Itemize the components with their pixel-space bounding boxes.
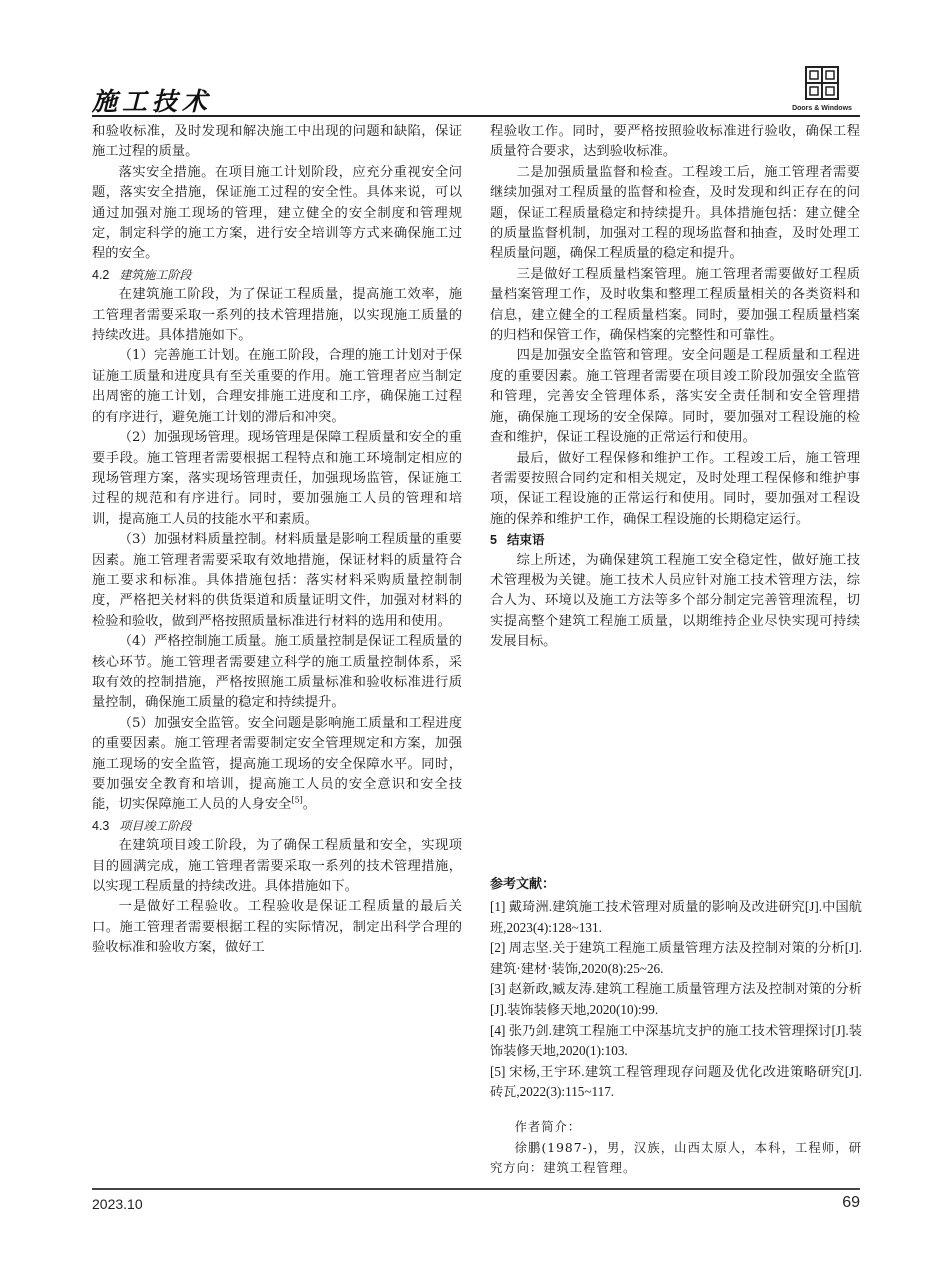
left-column (92, 122, 462, 959)
header-title: 施工技术 (92, 87, 213, 116)
section-heading-4-2 (92, 265, 462, 285)
paragraph: 程验收工作。同时，要严格按照验收标准进行验收，确保工程质量符合要求，达到验收标准。 (490, 124, 860, 160)
section-heading-5 (490, 530, 860, 550)
footer-rule (92, 1188, 860, 1190)
paragraph-text: （5）加强安全监管。安全问题是影响施工质量和工程进度的重要因素。施工管理者需要制定安全管理规定和方案，加强施工现场的安全监管，提高施工现场的安全保障水平。同时，要加强安全教育和培训，提高施工人员的安全意识和安全技能，切实保障施工人员的人身安全 (92, 715, 462, 813)
section-heading-4-3 (92, 816, 462, 836)
logo-text: Doors & Windows (792, 105, 852, 112)
section-title: 项目竣工阶段 (119, 818, 192, 833)
paragraph: 综上所述，为确保建筑工程施工安全稳定性，做好施工技术管理极为关键。施工技术人员应针对施工技术管理方法，综合人为、环境以及施工方法等多个部分制定完善管理流程，切实提高整个建筑工程施工质量，以期维持企业尽快实现可持续发展目标。 (490, 552, 860, 650)
paragraph: （3）加强材料质量控制。材料质量是影响工程质量的重要因素。施工管理者需要采取有效地措施，保证材料的质量符合施工要求和标准。具体措施包括：落实材料采购质量控制制度，严格把关材料的供货渠道和质量证明文件，加强对材料的检验和验收，做到严格按照质量标准进行材料的选用和使用。 (92, 532, 462, 629)
paragraph: 四是加强安全监管和管理。安全问题是工程质量和工程进度的重要因素。施工管理者需要在项目竣工阶段加强安全监管和管理，完善安全管理体系，落实安全责任制和安全管理措施，确保施工现场的安全保障。同时，要加强对工程设施的检查和维护，保证工程设施的正常运行和使用。 (490, 348, 860, 446)
paragraph: 一是做好工程验收。工程验收是保证工程质量的最后关口。施工管理者需要根据工程的实际情况，制定出科学合理的验收标准和验收方案，做好工 (92, 899, 462, 956)
author-bio: 徐鹏(1987-)，男，汉族，山西太原人，本科，工程师，研究方向：建筑工程管理。 (490, 1140, 862, 1176)
paragraph (92, 714, 462, 816)
paragraph: 三是做好工程质量档案管理。施工管理者需要做好工程质量档案管理工作，及时收集和整理工程质量相关的各类资料和信息，建立健全的工程质量档案。同时，要加强工程质量档案的归档和保管工作，确保档案的完整性和可靠性。 (490, 266, 860, 344)
references-heading: 参考文献： (490, 877, 556, 892)
paragraph: 最后，做好工程保修和维护工作。工程竣工后，施工管理者需要按照合同约定和相关规定，及时处理工程保修和维护事项，保证工程设施的正常运行和使用。同时，要加强对工程设施的保养和维护工作，确保工程设施的长期稳定运行。 (490, 450, 860, 527)
section-number: 5 (490, 533, 497, 548)
reference-item: [5] 宋杨,王宇环.建筑工程管理现存问题及优化改进策略研究[J].砖瓦,2022(3):115~117. (490, 1063, 862, 1100)
section-title: 建筑施工阶段 (119, 267, 192, 282)
reference-item: [1] 戴琦洲.建筑施工技术管理对质量的影响及改进研究[J].中国航班,2023(4):128~131. (490, 899, 862, 935)
paragraph: （2）加强现场管理。现场管理是保障工程质量和安全的重要手段。施工管理者需要根据工程特点和施工环境制定相应的现场管理方案，落实现场管理责任，加强现场监管，保证施工过程的规范和有序进行。同时，要加强施工人员的管理和培训，提高施工人员的技能水平和素质。 (92, 430, 462, 527)
reference-item: [3] 赵新政,臧友涛.建筑工程施工质量管理方法及控制对策的分析[J].装饰装修天地,2020(10):99. (490, 981, 862, 1017)
citation-ref: [5] (291, 795, 303, 805)
references-list (490, 897, 862, 1103)
paragraph: 在建筑施工阶段，为了保证工程质量，提高施工效率，施工管理者需要采取一系列的技术管理措施，以实现施工质量的持续改进。具体措施如下。 (92, 287, 462, 344)
page-number: 69 (842, 1194, 860, 1211)
author-label: 作者简介： (514, 1120, 582, 1134)
journal-logo (786, 66, 858, 112)
section-title: 结束语 (506, 532, 545, 548)
paragraph: 二是加强质量监督和检查。工程竣工后，施工管理者需要继续加强对工程质量的监督和检查，及时发现和纠正存在的问题，保证工程质量稳定和持续提升。具体措施包括：建立健全的质量监督机制，加强对工程的现场监督和抽查，及时处理工程质量问题，确保工程质量的稳定和提升。 (490, 164, 860, 262)
header-rule (92, 115, 860, 117)
paragraph: （4）严格控制施工质量。施工质量控制是保证工程质量的核心环节。施工管理者需要建立科学的施工质量控制体系，采取有效的控制措施，严格按照施工质量标准和验收标准进行质量控制，确保施工质量的稳定和持续提升。 (92, 634, 462, 711)
paragraph: （1）完善施工计划。在施工阶段，合理的施工计划对于保证施工质量和进度具有至关重要的作用。施工管理者应当制定出周密的施工计划，合理安排施工进度和工序，确保施工过程的有序进行，避免施工计划的滞后和冲突。 (92, 348, 462, 425)
paragraph: 在建筑项目竣工阶段，为了确保工程质量和安全，实现项目的圆满完成，施工管理者需要采取一系列的技术管理措施，以实现工程质量的持续改进。具体措施如下。 (92, 838, 462, 895)
paragraph-end: 。 (302, 797, 317, 813)
reference-item: [2] 周志坚.关于建筑工程施工质量管理方法及控制对策的分析[J].建筑·建材·装饰,2020(8):25~26. (490, 940, 862, 976)
paragraph: 落实安全措施。在项目施工计划阶段，应充分重视安全问题，落实安全措施，保证施工过程的安全性。具体来说，可以通过加强对施工现场的管理，建立健全的安全制度和管理规定，制定科学的施工方案，进行安全培训等方式来确保施工过程的安全。 (92, 164, 462, 262)
section-number: 4.2 (92, 267, 110, 282)
section-number: 4.3 (92, 818, 110, 833)
window-logo-icon (805, 66, 839, 100)
right-column (490, 122, 860, 653)
reference-item: [4] 张乃剑.建筑工程施工中深基坑支护的施工技术管理探讨[J].装饰装修天地,2020(1):103. (490, 1022, 862, 1059)
paragraph: 和验收标准，及时发现和解决施工中出现的问题和缺陷，保证施工过程的质量。 (92, 124, 462, 160)
author-info (490, 1117, 862, 1179)
issue-date: 2023.10 (92, 1196, 143, 1212)
